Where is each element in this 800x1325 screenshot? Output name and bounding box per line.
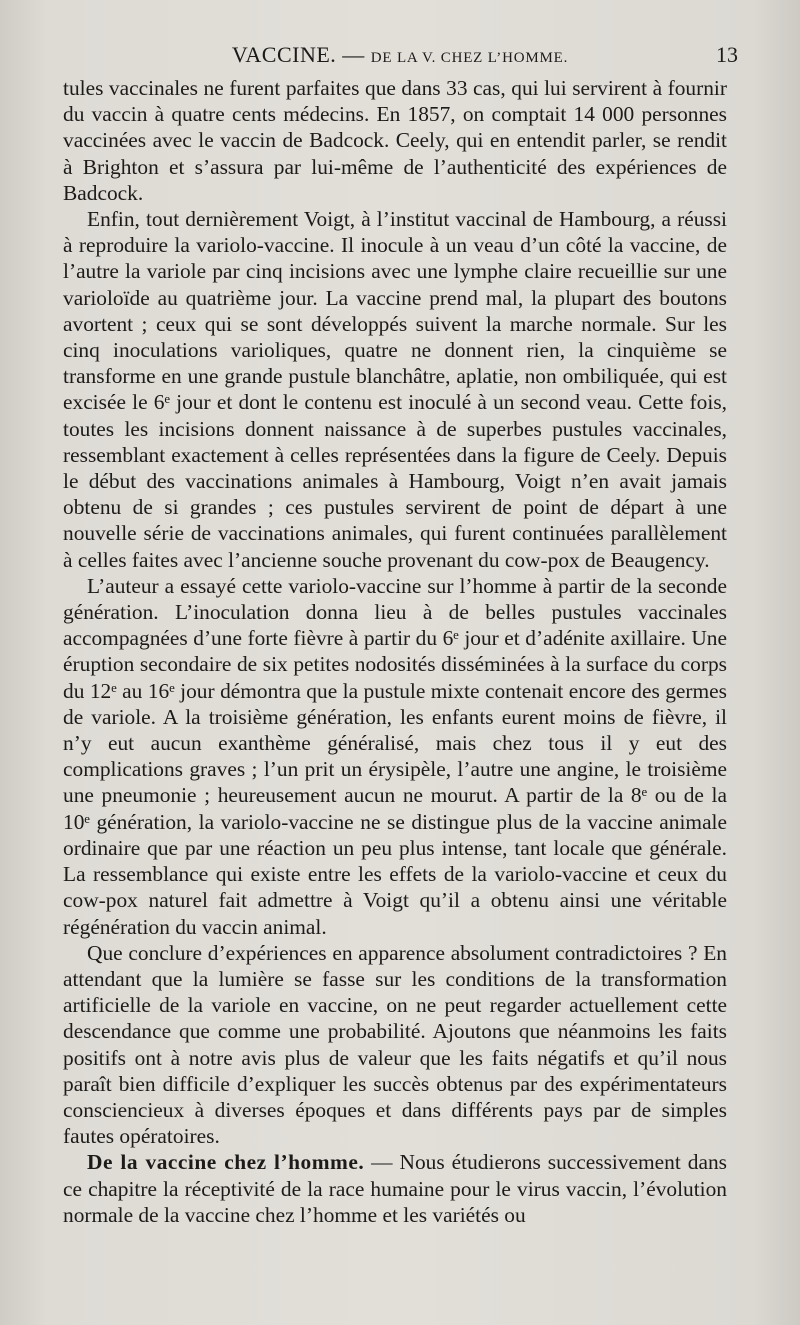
paragraph-2: Enfin, tout dernièrement Voigt, à l’institut vaccinal de Hambourg, a réussi à reproduire la variolo-vaccine. Il inocule à un veau d’un côté la vaccine, de l’autre la variole par cinq incisions avec une lymphe claire recueillie sur une varioloïde au quatrième jour. La vaccine prend mal, la plupart des boutons avortent ; ceux qui se sont développés suivent la marche normale. Sur les cinq inoculations varioliques, quatre ne donnent rien, la cinquième se transforme en une grande pustule blanchâtre, aplatie, non ombiliquée, qui est excisée le 6ᵉ jour et dont le contenu est inoculé à un second veau. Cette fois, toutes les incisions donnent naissance à de superbes pustules vaccinales, ressemblant exactement à celles représentées dans la figure de Ceely. Depuis le début des vaccinations animales à Hambourg, Voigt n’en avait jamais obtenu de si grandes ; ces pustules servirent de point de départ à une nouvelle série de vaccinations animales, qui furent continuées parallèlement à celles faites avec l’ancienne souche provenant du cow-pox de Beaugency. (63, 207, 727, 572)
page-number: 13 (716, 42, 738, 67)
running-title-dash: — (342, 42, 365, 67)
body-text (63, 75, 727, 1228)
section-text: — Nous étudierons successivement dans ce chapitre la réceptivité de la race humaine pour le virus vaccin, l’évolution normale de la vaccine chez l’homme et les variétés ou (63, 1150, 727, 1227)
running-title-rest: DE LA V. CHEZ L’HOMME. (370, 50, 569, 66)
paragraph-4: Que conclure d’expériences en apparence absolument contradictoires ? En attendant que la lumière se fasse sur les conditions de la transformation artificielle de la variole en vaccine, on ne peut regarder actuellement cette descendance que comme une probabilité. Ajoutons que néanmoins les faits positifs ont à notre avis plus de valeur que les faits négatifs et qu’il nous paraît bien difficile d’expliquer les succès obtenus par des expérimentateurs consciencieux à diverses époques et dans différents pays par de simples fautes opératoires. (63, 940, 727, 1149)
section-title: De la vaccine chez l’homme. (87, 1150, 365, 1175)
section-paragraph (63, 1149, 727, 1228)
running-title (62, 42, 738, 68)
running-title-main: VACCINE. (231, 42, 337, 67)
paragraph-1: tules vaccinales ne furent parfaites que dans 33 cas, qui lui servirent à fournir du vaccin à quatre cents médecins. En 1857, on comptait 14 000 personnes vaccinées avec le vaccin de Badcock. Ceely, qui en entendit parler, se rendit à Brighton et s’assura par lui-même de l’authenticité des expériences de Badcock. (63, 76, 727, 205)
running-header (62, 42, 738, 72)
paragraph-3: L’auteur a essayé cette variolo-vaccine sur l’homme à partir de la seconde génération. L’inoculation donna lieu à de belles pustules vaccinales accompagnées d’une forte fièvre à partir du 6ᵉ jour et d’adénite axillaire. Une éruption secondaire de six petites nodosités disséminées à la surface du corps du 12ᵉ au 16ᵉ jour démontra que la pustule mixte contenait encore des germes de variole. A la troisième génération, les enfants eurent moins de fièvre, il n’y eut aucun exanthème généralisé, mais chez tous il y eut des complications graves ; l’un prit un érysipèle, l’autre une angine, le troisième une pneumonie ; heureusement aucun ne mourut. A partir de la 8ᵉ ou de la 10ᵉ génération, la variolo-vaccine ne se distingue plus de la vaccine animale ordinaire que par une réaction un peu plus intense, tant locale que générale. La ressemblance qui existe entre les effets de la variolo-vaccine et ceux du cow-pox naturel fait admettre à Voigt qu’il a obtenu ainsi une véritable régénération du vaccin animal. (63, 573, 727, 939)
